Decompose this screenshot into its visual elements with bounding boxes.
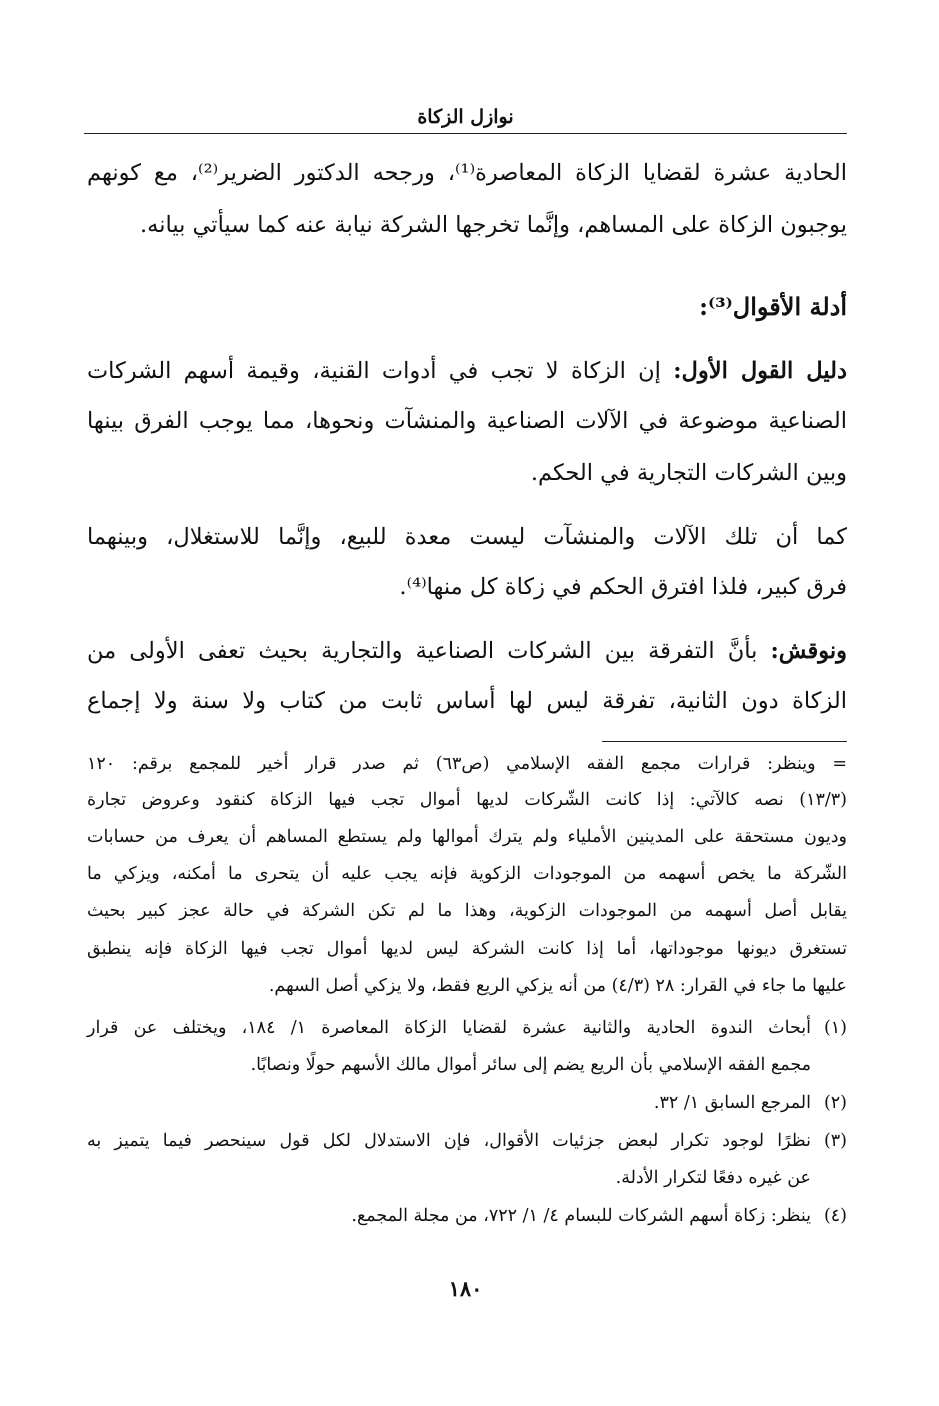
footnote-line: تستغرق ديونها موجوداتها، أما إذا كانت الشركة ليس لديها أموال تجب فيها الزكاة فإنه ينطبق — [87, 939, 847, 959]
body-line: وبين الشركات التجارية في الحكم. — [530, 460, 847, 486]
footnote-line: الشّركة ما يخص أسهمه من الموجودات الزكوية فإنه يجب عليه أن يتحرى ما أمكنه، ويزكي ما — [87, 864, 847, 884]
footnote-line: (١٣/٣) نصه كالآتي: إذا كانت الشّركات لديها أموال تجب فيها الزكاة كنقود وعروض تجارة — [87, 790, 847, 810]
footnote-number: (٤) — [823, 1206, 847, 1226]
body-line — [87, 638, 847, 664]
body-line: يوجبون الزكاة على المساهم، وإنَّما تخرجها الشركة نيابة عنه كما سيأتي بيانه. — [140, 212, 847, 238]
footnote-line: أبحاث الندوة الحادية والثانية عشرة لقضايا الزكاة المعاصرة ١/ ١٨٤، ويختلف عن قرار — [87, 1018, 811, 1038]
footnote-rule — [602, 741, 847, 742]
body-line: كما أن تلك الآلات والمنشآت ليست معدة للبيع، وإنَّما للاستغلال، وبينهما — [87, 524, 847, 550]
footnote-line: يقابل أصل أسهمه من الموجودات الزكوية، وهذا ما لم تكن الشركة في حالة عجز كبير بحيث — [87, 901, 847, 921]
section-heading: أدلة الأقوال⁽³⁾: — [699, 292, 847, 321]
footnote-line: ينظر: زكاة أسهم الشركات للبسام ٤/ ١/ ٧٢٢، من مجلة المجمع. — [351, 1206, 811, 1226]
objection-lead: ونوقش: — [770, 638, 847, 664]
page-number: ١٨٠ — [448, 1276, 483, 1301]
running-title: نوازل الزكاة — [417, 106, 514, 128]
footnote-line: = وينظر: قرارات مجمع الفقه الإسلامي (ص٦٣) ثم صدر قرار أخير للمجمع برقم: ١٢٠ — [87, 754, 847, 774]
footnote-number: (٣) — [823, 1131, 847, 1151]
footnote-number: (١) — [823, 1018, 847, 1038]
body-text: بأنَّ التفرقة بين الشركات الصناعية والتجارية بحيث تعفى الأولى من — [87, 638, 771, 664]
body-line: الزكاة دون الثانية، تفرقة ليس لها أساس ثابت من كتاب ولا سنة ولا إجماع — [87, 688, 847, 714]
body-line — [87, 358, 847, 384]
footnote-line: عن غيره دفعًا لتكرار الأدلة. — [615, 1168, 811, 1188]
body-line: فرق كبير، فلذا افترق الحكم في زكاة كل منها⁽⁴⁾. — [399, 574, 847, 600]
footnote-line: عليها ما جاء في القرار: ٢٨ (٤/٣) من أنه يزكي الريع فقط، ولا يزكي أصل السهم. — [268, 976, 847, 996]
footnote-line: وديون مستحقة على المدينين الأملياء ولم يترك أموالها ولم يستطع المساهم أن يعرف من حسابات — [87, 827, 847, 847]
argument-lead: دليل القول الأول: — [673, 358, 847, 384]
body-text: إن الزكاة لا تجب في أدوات القنية، وقيمة أسهم الشركات — [87, 358, 674, 384]
footnote-number: (٢) — [823, 1093, 847, 1113]
footnote-line: نظرًا لوجود تكرار لبعض جزئيات الأقوال، فإن الاستدلال لكل قول سينحصر فيما يتميز به — [87, 1131, 811, 1151]
footnote-line: المرجع السابق ١/ ٣٢. — [653, 1093, 811, 1113]
header-rule — [84, 133, 847, 134]
body-line: الحادية عشرة لقضايا الزكاة المعاصرة⁽¹⁾، ورجحه الدكتور الضرير⁽²⁾، مع كونهم — [87, 160, 848, 186]
body-line: الصناعية موضوعة في الآلات الصناعية والمنشآت ونحوها، مما يوجب الفرق بينها — [87, 408, 847, 434]
footnote-line: مجمع الفقه الإسلامي بأن الريع يضم إلى سائر أموال مالك الأسهم حولًا ونصابًا. — [250, 1055, 811, 1075]
